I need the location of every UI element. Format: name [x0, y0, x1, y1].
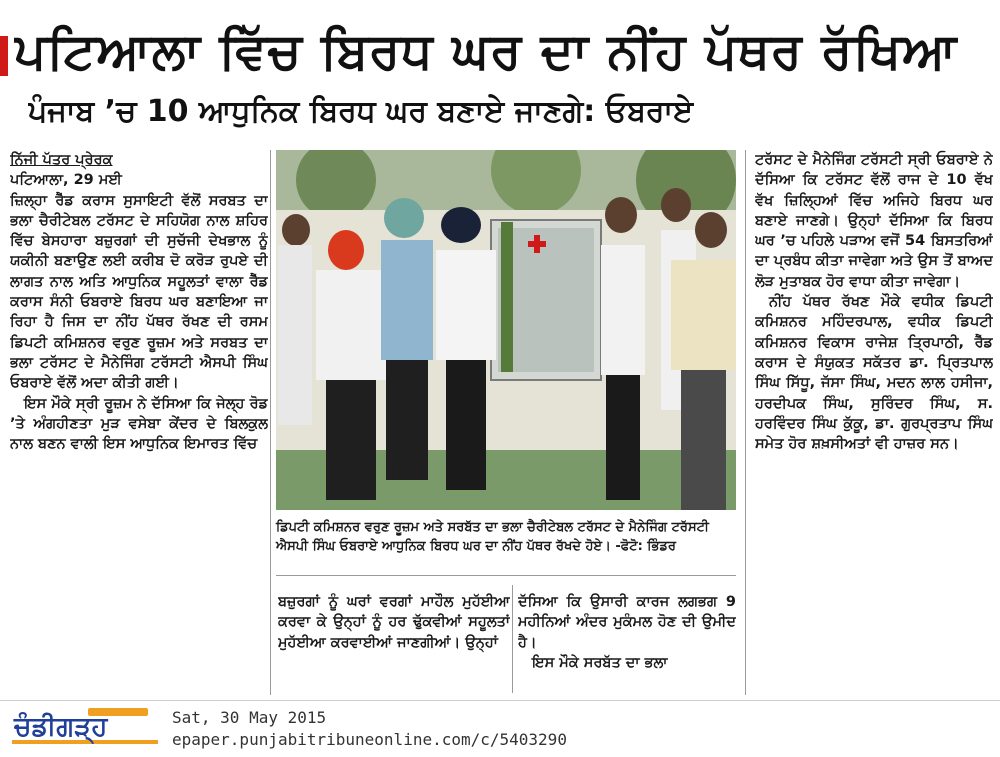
paragraph: ਇਸ ਮੌਕੇ ਸਰਬੱਤ ਦਾ ਭਲਾ	[532, 654, 668, 671]
footer-divider	[0, 700, 1000, 701]
column-divider	[512, 585, 513, 693]
reporter-name: ਨਿੱਜੀ ਪੱਤਰ ਪ੍ਰੇਰਕ	[10, 152, 113, 168]
edition-date: Sat, 30 May 2015	[172, 708, 327, 727]
logo-text: ਚੰਡੀਗੜ੍ਹ	[14, 712, 108, 742]
article-column-1	[10, 150, 268, 696]
news-photo	[276, 150, 736, 510]
paragraph: ਇਸ ਮੌਕੇ ਸ੍ਰੀ ਰੂਜ਼ਮ ਨੇ ਦੱਸਿਆ ਕਿ ਜੇਲ੍ਹ ਰੋਡ ’ਤੇ ਅੰਗਹੀਣਤਾ ਮੁੜ ਵਸੇਬਾ ਕੇਂਦਰ ਦੇ ਬਿਲਕੁਲ ਨਾਲ ਬਣਨ ਵਾਲੀ ਇਸ ਆਧੁਨਿਕ ਇਮਾਰਤ ਵਿੱਚ	[10, 395, 268, 453]
article-column-4	[755, 150, 993, 696]
subheadline: ਪੰਜਾਬ ’ਚ 10 ਆਧੁਨਿਕ ਬਿਰਧ ਘਰ ਬਣਾਏ ਜਾਣਗੇ: ਓਬਰਾਏ	[28, 94, 694, 129]
paragraph: ਨੀਂਹ ਪੱਥਰ ਰੱਖਣ ਮੌਕੇ ਵਧੀਕ ਡਿਪਟੀ ਕਮਿਸ਼ਨਰ ਮਹਿੰਦਰਪਾਲ, ਵਧੀਕ ਡਿਪਟੀ ਕਮਿਸ਼ਨਰ ਵਿਕਾਸ ਰਾਜੇਸ਼ ਤ੍ਰਿਪਾਠੀ, ਰੈੱਡ ਕਰਾਸ ਦੇ ਸੰਯੁਕਤ ਸਕੱਤਰ ਡਾ. ਪ੍ਰਿਤਪਾਲ ਸਿੰਘ ਸਿੱਧੂ, ਜੱਸਾ ਸਿੰਘ, ਮਦਨ ਲਾਲ ਹਸੀਜਾ, ਹਰਦੀਪਕ ਸਿੰਘ, ਸੁਰਿੰਦਰ ਸਿੰਘ, ਸ. ਹਰਵਿੰਦਰ ਸਿੰਘ ਕੁੱਕੂ, ਡਾ. ਗੁਰਪ੍ਰਤਾਪ ਸਿੰਘ ਸਮੇਤ ਹੋਰ ਸ਼ਖ਼ਸੀਅਤਾਂ ਵੀ ਹਾਜ਼ਰ ਸਨ।	[755, 294, 993, 453]
article-column-2	[278, 592, 510, 696]
column-divider	[270, 150, 271, 695]
paragraph: ਦੱਸਿਆ ਕਿ ਉਸਾਰੀ ਕਾਰਜ ਲਗਭਗ 9 ਮਹੀਨਿਆਂ ਅੰਦਰ ਮੁਕੰਮਲ ਹੋਣ ਦੀ ਉਮੀਦ ਹੈ।	[518, 594, 736, 651]
photo-caption: ਡਿਪਟੀ ਕਮਿਸ਼ਨਰ ਵਰੁਣ ਰੂਜ਼ਮ ਅਤੇ ਸਰਬੱਤ ਦਾ ਭਲਾ ਚੈਰੀਟੇਬਲ ਟਰੱਸਟ ਦੇ ਮੈਨੇਜਿੰਗ ਟਰੱਸਟੀ ਐਸਪੀ ਸਿੰਘ ਓਬਰਾਏ ਆਧੁਨਿਕ ਬਿਰਧ ਘਰ ਦਾ ਨੀਂਹ ਪੱਥਰ ਰੱਖਦੇ ਹੋਏ। -ਫੋਟੋ: ਭਿੰਡਰ	[276, 520, 709, 554]
column-divider	[745, 150, 746, 695]
paragraph: ਟਰੱਸਟ ਦੇ ਮੈਨੇਜਿੰਗ ਟਰੱਸਟੀ ਸ੍ਰੀ ਓਬਰਾਏ ਨੇ ਦੱਸਿਆ ਕਿ ਟਰੱਸਟ ਵੱਲੋਂ ਰਾਜ ਦੇ 10 ਵੱਖ ਵੱਖ ਜ਼ਿਲ੍ਹਿਆਂ ਵਿੱਚ ਅਜਿਹੇ ਬਿਰਧ ਘਰ ਬਣਾਏ ਜਾਣਗੇ। ਉਨ੍ਹਾਂ ਦੱਸਿਆ ਕਿ ਬਿਰਧ ਘਰ ’ਚ ਪਹਿਲੇ ਪੜਾਅ ਵਜੋਂ 54 ਬਿਸਤਰਿਆਂ ਦਾ ਪ੍ਰਬੰਧ ਕੀਤਾ ਜਾਵੇਗਾ ਅਤੇ ਉਸ ਤੋਂ ਬਾਅਦ ਲੋੜ ਮੁਤਾਬਕ ਹੋਰ ਵਾਧਾ ਕੀਤਾ ਜਾਵੇਗਾ।	[755, 152, 993, 290]
newspaper-logo	[10, 706, 160, 750]
headline: ਪਟਿਆਲਾ ਵਿੱਚ ਬਿਰਧ ਘਰ ਦਾ ਨੀਂਹ ਪੱਥਰ ਰੱਖਿਆ	[14, 22, 958, 80]
paragraph: ਬਜ਼ੁਰਗਾਂ ਨੂੰ ਘਰਾਂ ਵਰਗਾਂ ਮਾਹੌਲ ਮੁਹੱਈਆ ਕਰਵਾ ਕੇ ਉਨ੍ਹਾਂ ਨੂੰ ਹਰ ਢੁੱਕਵੀਆਂ ਸਹੂਲਤਾਂ ਮੁਹੱਈਆ ਕਰਵਾਈਆਂ ਜਾਣਗੀਆਂ। ਉਨ੍ਹਾਂ	[278, 594, 510, 651]
dateline: ਪਟਿਆਲਾ, 29 ਮਈ	[10, 172, 122, 189]
photo-illustration	[276, 150, 736, 510]
byline	[10, 150, 268, 191]
paragraph: ਜ਼ਿਲ੍ਹਾ ਰੈੱਡ ਕਰਾਸ ਸੁਸਾਇਟੀ ਵੱਲੋਂ ਸਰਬਤ ਦਾ ਭਲਾ ਚੈਰੀਟੇਬਲ ਟਰੱਸਟ ਦੇ ਸਹਿਯੋਗ ਨਾਲ ਸ਼ਹਿਰ ਵਿੱਚ ਬੇਸਹਾਰਾ ਬਜ਼ੁਰਗਾਂ ਦੀ ਸੁਚੱਜੀ ਦੇਖਭਾਲ ਨੂੰ ਯਕੀਨੀ ਬਣਾਉਣ ਲਈ ਕਰੀਬ ਦੋ ਕਰੋੜ ਰੁਪਏ ਦੀ ਲਾਗਤ ਨਾਲ ਅਤਿ ਆਧੁਨਿਕ ਸਹੂਲਤਾਂ ਵਾਲਾ ਰੈੱਡ ਕਰਾਸ ਸੰਨੀ ਓਬਰਾਏ ਬਿਰਧ ਘਰ ਬਣਾਇਆ ਜਾ ਰਿਹਾ ਹੈ ਜਿਸ ਦਾ ਨੀਂਹ ਪੱਥਰ ਰੱਖਣ ਦੀ ਰਸਮ ਡਿਪਟੀ ਕਮਿਸ਼ਨਰ ਵਰੁਣ ਰੂਜ਼ਮ ਅਤੇ ਸਰਬਤ ਦਾ ਭਲਾ ਟਰੱਸਟ ਦੇ ਮੈਨੇਜਿੰਗ ਟਰੱਸਟੀ ਐਸਪੀ ਸਿੰਘ ਓਬਰਾਏ ਵੱਲੋਂ ਅਦਾ ਕੀਤੀ ਗਈ।	[10, 192, 268, 392]
caption-rule	[276, 575, 736, 576]
article-column-3	[518, 592, 736, 696]
accent-bar	[0, 36, 8, 76]
epaper-link[interactable]: epaper.punjabitribuneonline.com/c/5403290	[172, 730, 567, 749]
